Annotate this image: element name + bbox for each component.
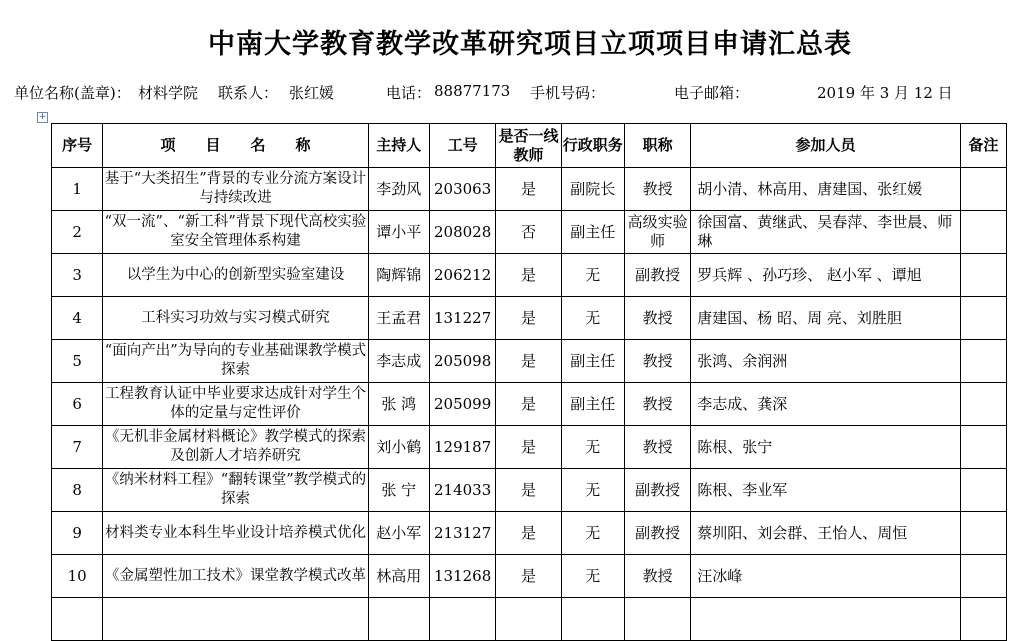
summary-table — [51, 123, 1007, 641]
cell-remark — [960, 469, 1006, 512]
cell-admin: 无 — [561, 426, 624, 469]
cell-no: 8 — [52, 469, 103, 512]
header-frontline: 是否一线教师 — [496, 124, 561, 168]
cell-host: 李志成 — [368, 340, 429, 383]
cell-host: 李劲风 — [368, 168, 429, 211]
cell-title: 教授 — [624, 168, 690, 211]
contact-label: 联系人： — [218, 84, 279, 102]
header-remark: 备注 — [960, 124, 1006, 168]
header-no: 序号 — [52, 124, 103, 168]
header-id: 工号 — [429, 124, 495, 168]
cell-frontline: 否 — [496, 211, 561, 254]
empty-cell — [691, 598, 960, 641]
cell-host: 刘小鹤 — [368, 426, 429, 469]
header-admin: 行政职务 — [561, 124, 624, 168]
cell-no: 9 — [52, 512, 103, 555]
empty-cell — [960, 598, 1006, 641]
table-row-empty — [52, 598, 1007, 641]
cell-id: 205099 — [429, 383, 495, 426]
table-row — [52, 340, 1007, 383]
table-row — [52, 469, 1007, 512]
cell-admin: 无 — [561, 254, 624, 297]
email-label: 电子邮箱： — [674, 84, 750, 102]
cell-members: 徐国富、黄继武、吴春萍、李世晨、师琳 — [691, 211, 960, 254]
cell-remark — [960, 383, 1006, 426]
cell-host: 谭小平 — [368, 211, 429, 254]
cell-title: 教授 — [624, 383, 690, 426]
empty-cell — [561, 598, 624, 641]
cell-project-name: 《纳米材料工程》“翻转课堂”教学模式的探索 — [103, 469, 368, 512]
cell-admin: 副主任 — [561, 383, 624, 426]
cell-members: 唐建国、杨 昭、周 亮、刘胜胆 — [691, 297, 960, 340]
cell-project-name: “双一流”、“新工科”背景下现代高校实验室安全管理体系构建 — [103, 211, 368, 254]
table-body — [52, 168, 1007, 641]
cell-no: 6 — [52, 383, 103, 426]
cell-project-name: 工科实习功效与实习模式研究 — [103, 297, 368, 340]
cell-frontline: 是 — [496, 426, 561, 469]
contact-value: 张红媛 — [289, 84, 335, 102]
cell-no: 4 — [52, 297, 103, 340]
empty-cell — [52, 598, 103, 641]
cell-no: 5 — [52, 340, 103, 383]
cell-id: 131227 — [429, 297, 495, 340]
cell-remark — [960, 555, 1006, 598]
cell-title: 高级实验师 — [624, 211, 690, 254]
page-title: 中南大学教育教学改革研究项目立项项目申请汇总表 — [208, 29, 852, 60]
cell-frontline: 是 — [496, 254, 561, 297]
cell-project-name: 材料类专业本科生毕业设计培养模式优化 — [103, 512, 368, 555]
cell-project-name: 基于“大类招生”背景的专业分流方案设计与持续改进 — [103, 168, 368, 211]
unit-value: 材料学院 — [138, 84, 199, 102]
cell-frontline: 是 — [496, 512, 561, 555]
cell-members: 胡小清、林高用、唐建国、张红媛 — [691, 168, 960, 211]
cell-id: 129187 — [429, 426, 495, 469]
header-host: 主持人 — [368, 124, 429, 168]
empty-cell — [429, 598, 495, 641]
cell-members: 李志成、龚深 — [691, 383, 960, 426]
cell-admin: 副主任 — [561, 211, 624, 254]
cell-id: 208028 — [429, 211, 495, 254]
cell-project-name: 工程教育认证中毕业要求达成针对学生个体的定量与定性评价 — [103, 383, 368, 426]
cell-title: 教授 — [624, 555, 690, 598]
cell-title: 副教授 — [624, 254, 690, 297]
cell-project-name: 《金属塑性加工技术》课堂教学模式改革 — [103, 555, 368, 598]
cell-members: 汪冰峰 — [691, 555, 960, 598]
cell-id: 214033 — [429, 469, 495, 512]
cell-title: 教授 — [624, 297, 690, 340]
table-row — [52, 254, 1007, 297]
cell-admin: 无 — [561, 555, 624, 598]
cell-host: 王孟君 — [368, 297, 429, 340]
cell-frontline: 是 — [496, 340, 561, 383]
cell-frontline: 是 — [496, 168, 561, 211]
header-project-name: 项目名称 — [103, 124, 368, 168]
cell-host: 张 鸿 — [368, 383, 429, 426]
cell-host: 林高用 — [368, 555, 429, 598]
mobile-label: 手机号码： — [530, 84, 606, 102]
table-row — [52, 383, 1007, 426]
cell-frontline: 是 — [496, 383, 561, 426]
cell-members: 张鸿、余润洲 — [691, 340, 960, 383]
table-move-handle-icon[interactable]: + — [38, 112, 47, 122]
cell-admin: 无 — [561, 297, 624, 340]
table-header-row — [52, 124, 1007, 168]
cell-id: 131268 — [429, 555, 495, 598]
cell-project-name: “面向产出”为导向的专业基础课教学模式探索 — [103, 340, 368, 383]
cell-remark — [960, 254, 1006, 297]
cell-host: 陶辉锦 — [368, 254, 429, 297]
table-row — [52, 297, 1007, 340]
cell-project-name: 《无机非金属材料概论》教学模式的探索及创新人才培养研究 — [103, 426, 368, 469]
table-row — [52, 426, 1007, 469]
cell-id: 205098 — [429, 340, 495, 383]
cell-members: 罗兵辉 、孙巧珍、 赵小军 、谭旭 — [691, 254, 960, 297]
table-row — [52, 555, 1007, 598]
cell-title: 副教授 — [624, 469, 690, 512]
cell-admin: 副主任 — [561, 340, 624, 383]
cell-project-name: 以学生为中心的创新型实验室建设 — [103, 254, 368, 297]
empty-cell — [496, 598, 561, 641]
cell-no: 3 — [52, 254, 103, 297]
cell-frontline: 是 — [496, 297, 561, 340]
cell-remark — [960, 211, 1006, 254]
empty-cell — [103, 598, 368, 641]
cell-remark — [960, 340, 1006, 383]
table-row — [52, 211, 1007, 254]
cell-title: 教授 — [624, 426, 690, 469]
cell-remark — [960, 297, 1006, 340]
cell-admin: 无 — [561, 469, 624, 512]
cell-admin: 副院长 — [561, 168, 624, 211]
cell-host: 张 宁 — [368, 469, 429, 512]
header-title: 职称 — [624, 124, 690, 168]
cell-no: 7 — [52, 426, 103, 469]
unit-label: 单位名称(盖章)： — [14, 84, 131, 102]
cell-remark — [960, 168, 1006, 211]
cell-id: 206212 — [429, 254, 495, 297]
cell-admin: 无 — [561, 512, 624, 555]
phone-value: 88877173 — [434, 82, 511, 100]
cell-no: 1 — [52, 168, 103, 211]
date-text: 2019 年 3 月 12 日 — [817, 84, 953, 102]
cell-no: 10 — [52, 555, 103, 598]
cell-host: 赵小军 — [368, 512, 429, 555]
cell-remark — [960, 512, 1006, 555]
cell-title: 教授 — [624, 340, 690, 383]
table-row — [52, 168, 1007, 211]
empty-cell — [368, 598, 429, 641]
cell-members: 陈根、张宁 — [691, 426, 960, 469]
cell-id: 203063 — [429, 168, 495, 211]
table-row — [52, 512, 1007, 555]
cell-members: 陈根、李业军 — [691, 469, 960, 512]
phone-label: 电话： — [386, 84, 432, 102]
header-members: 参加人员 — [691, 124, 960, 168]
empty-cell — [624, 598, 690, 641]
cell-no: 2 — [52, 211, 103, 254]
cell-id: 213127 — [429, 512, 495, 555]
cell-frontline: 是 — [496, 469, 561, 512]
cell-members: 蔡圳阳、刘会群、王怡人、周恒 — [691, 512, 960, 555]
cell-frontline: 是 — [496, 555, 561, 598]
cell-remark — [960, 426, 1006, 469]
cell-title: 副教授 — [624, 512, 690, 555]
